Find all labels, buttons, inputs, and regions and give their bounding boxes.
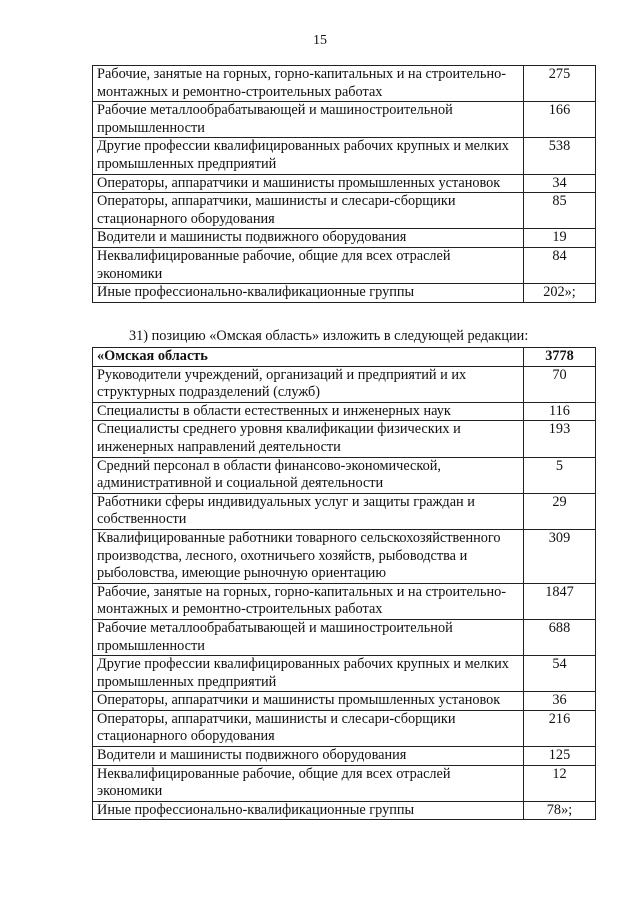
row-label: Операторы, аппаратчики, машинисты и слесари-сборщики стационарного оборудования xyxy=(93,193,524,229)
table-row xyxy=(93,138,596,174)
omsk-table-body xyxy=(93,348,596,820)
table-row xyxy=(93,66,596,102)
row-value: 538 xyxy=(524,138,596,174)
row-label: Неквалифицированные рабочие, общие для всех отраслей экономики xyxy=(93,765,524,801)
row-label: Рабочие металлообрабатывающей и машиностроительной промышленности xyxy=(93,619,524,655)
table-row xyxy=(93,193,596,229)
row-value: 275 xyxy=(524,66,596,102)
row-label: Квалифицированные работники товарного сельскохозяйственного производства, лесного, охотничьего хозяйств, рыбоводства и рыболовства, имеющие рыночную ориентацию xyxy=(93,529,524,583)
table-row xyxy=(93,656,596,692)
row-label: Другие профессии квалифицированных рабочих крупных и мелких промышленных предприятий xyxy=(93,138,524,174)
row-label: Операторы, аппаратчики, машинисты и слесари-сборщики стационарного оборудования xyxy=(93,710,524,746)
table-row xyxy=(93,284,596,303)
row-label: Неквалифицированные рабочие, общие для всех отраслей экономики xyxy=(93,247,524,283)
row-value: 12 xyxy=(524,765,596,801)
table-row xyxy=(93,457,596,493)
table-header-row xyxy=(93,348,596,367)
row-value: 202»; xyxy=(524,284,596,303)
amendment-instruction: 31) позицию «Омская область» изложить в следующей редакции: xyxy=(129,328,529,344)
row-value: 78»; xyxy=(524,801,596,820)
row-value: 70 xyxy=(524,366,596,402)
table-row xyxy=(93,366,596,402)
table-row xyxy=(93,747,596,766)
table-row xyxy=(93,692,596,711)
table-row xyxy=(93,402,596,421)
table-row xyxy=(93,583,596,619)
row-value: 125 xyxy=(524,747,596,766)
row-label: Средний персонал в области финансово-экономической, административной и социальной деятельности xyxy=(93,457,524,493)
row-label: Операторы, аппаратчики и машинисты промышленных установок xyxy=(93,174,524,193)
table-row xyxy=(93,710,596,746)
row-value: 216 xyxy=(524,710,596,746)
row-value: 688 xyxy=(524,619,596,655)
row-value: 36 xyxy=(524,692,596,711)
row-value: 166 xyxy=(524,102,596,138)
row-label: Операторы, аппаратчики и машинисты промышленных установок xyxy=(93,692,524,711)
region-name: «Омская область xyxy=(93,348,524,367)
table-row xyxy=(93,493,596,529)
row-label: Иные профессионально-квалификационные группы xyxy=(93,801,524,820)
table-row xyxy=(93,801,596,820)
table-row xyxy=(93,229,596,248)
row-value: 29 xyxy=(524,493,596,529)
row-label: Руководители учреждений, организаций и предприятий и их структурных подразделений (служб) xyxy=(93,366,524,402)
row-value: 5 xyxy=(524,457,596,493)
region-total: 3778 xyxy=(524,348,596,367)
table-row xyxy=(93,102,596,138)
row-label: Рабочие, занятые на горных, горно-капитальных и на строительно-монтажных и ремонтно-строительных работах xyxy=(93,66,524,102)
row-label: Водители и машинисты подвижного оборудования xyxy=(93,747,524,766)
row-value: 116 xyxy=(524,402,596,421)
page-number: 15 xyxy=(313,33,327,48)
table-row xyxy=(93,765,596,801)
row-label: Рабочие, занятые на горных, горно-капитальных и на строительно-монтажных и ремонтно-строительных работах xyxy=(93,583,524,619)
omsk-region-table xyxy=(92,347,596,820)
row-label: Специалисты в области естественных и инженерных наук xyxy=(93,402,524,421)
row-value: 34 xyxy=(524,174,596,193)
table-row xyxy=(93,529,596,583)
row-label: Водители и машинисты подвижного оборудования xyxy=(93,229,524,248)
row-label: Другие профессии квалифицированных рабочих крупных и мелких промышленных предприятий xyxy=(93,656,524,692)
row-value: 193 xyxy=(524,421,596,457)
table-row xyxy=(93,247,596,283)
row-value: 84 xyxy=(524,247,596,283)
table-row xyxy=(93,421,596,457)
top-table xyxy=(92,65,596,303)
row-value: 54 xyxy=(524,656,596,692)
top-table-body xyxy=(93,66,596,303)
row-value: 19 xyxy=(524,229,596,248)
row-label: Иные профессионально-квалификационные группы xyxy=(93,284,524,303)
table-row xyxy=(93,619,596,655)
row-value: 1847 xyxy=(524,583,596,619)
row-label: Рабочие металлообрабатывающей и машиностроительной промышленности xyxy=(93,102,524,138)
row-value: 309 xyxy=(524,529,596,583)
table-row xyxy=(93,174,596,193)
row-value: 85 xyxy=(524,193,596,229)
row-label: Работники сферы индивидуальных услуг и защиты граждан и собственности xyxy=(93,493,524,529)
row-label: Специалисты среднего уровня квалификации физических и инженерных направлений деятельности xyxy=(93,421,524,457)
